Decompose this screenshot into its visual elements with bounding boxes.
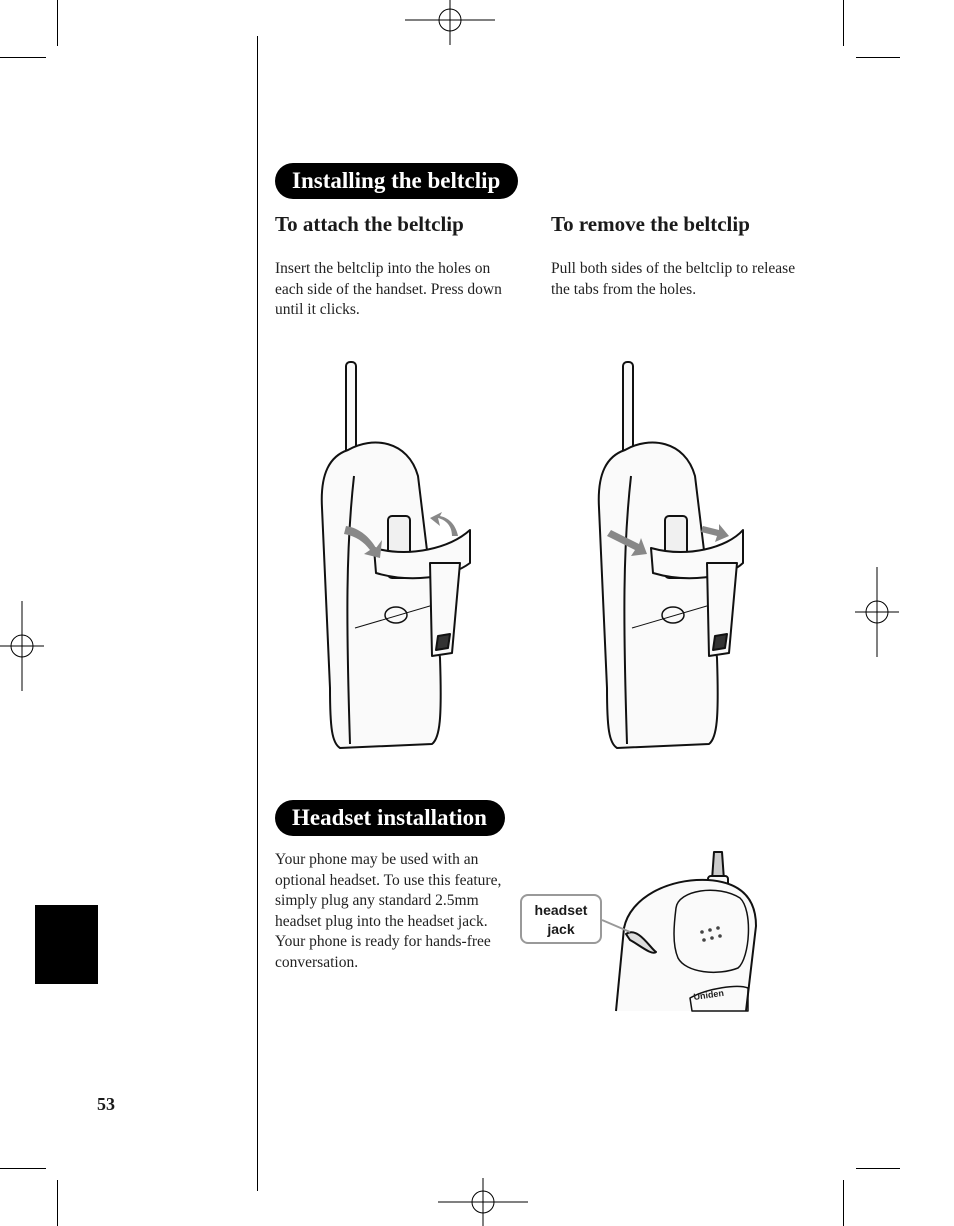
callout-leader: [600, 918, 640, 938]
brand-label: Uniden: [692, 987, 725, 1002]
remove-beltclip-illustration: [573, 358, 773, 753]
crop-mark: [856, 57, 900, 58]
section-heading-headset: Headset installation: [275, 800, 505, 836]
section-tab: [35, 905, 98, 984]
headset-text: Your phone may be used with an optional headset. To use this feature, simply plug any standard 2.5mm headset plug into the headset jack. Your phone is ready for hands-free conversation.: [275, 851, 502, 971]
crop-mark: [843, 1180, 844, 1226]
headset-jack-callout: headset jack: [520, 894, 602, 944]
attach-title: To attach the beltclip: [275, 212, 464, 236]
crop-mark: [856, 1168, 900, 1169]
crop-mark: [843, 0, 844, 46]
section-heading-beltclip: Installing the beltclip: [275, 163, 518, 199]
page-number: 53: [97, 1094, 115, 1114]
attach-text: Insert the beltclip into the holes on each side of the handset. Press down until it clicks.: [275, 260, 502, 318]
attach-beltclip-illustration: [300, 358, 500, 753]
crop-mark: [0, 57, 46, 58]
remove-title: To remove the beltclip: [551, 212, 750, 236]
margin-rule: [257, 36, 258, 1191]
crop-mark: [57, 0, 58, 46]
remove-text: Pull both sides of the beltclip to release the tabs from the holes.: [551, 260, 796, 298]
crop-mark: [0, 1168, 46, 1169]
crop-mark: [57, 1180, 58, 1226]
